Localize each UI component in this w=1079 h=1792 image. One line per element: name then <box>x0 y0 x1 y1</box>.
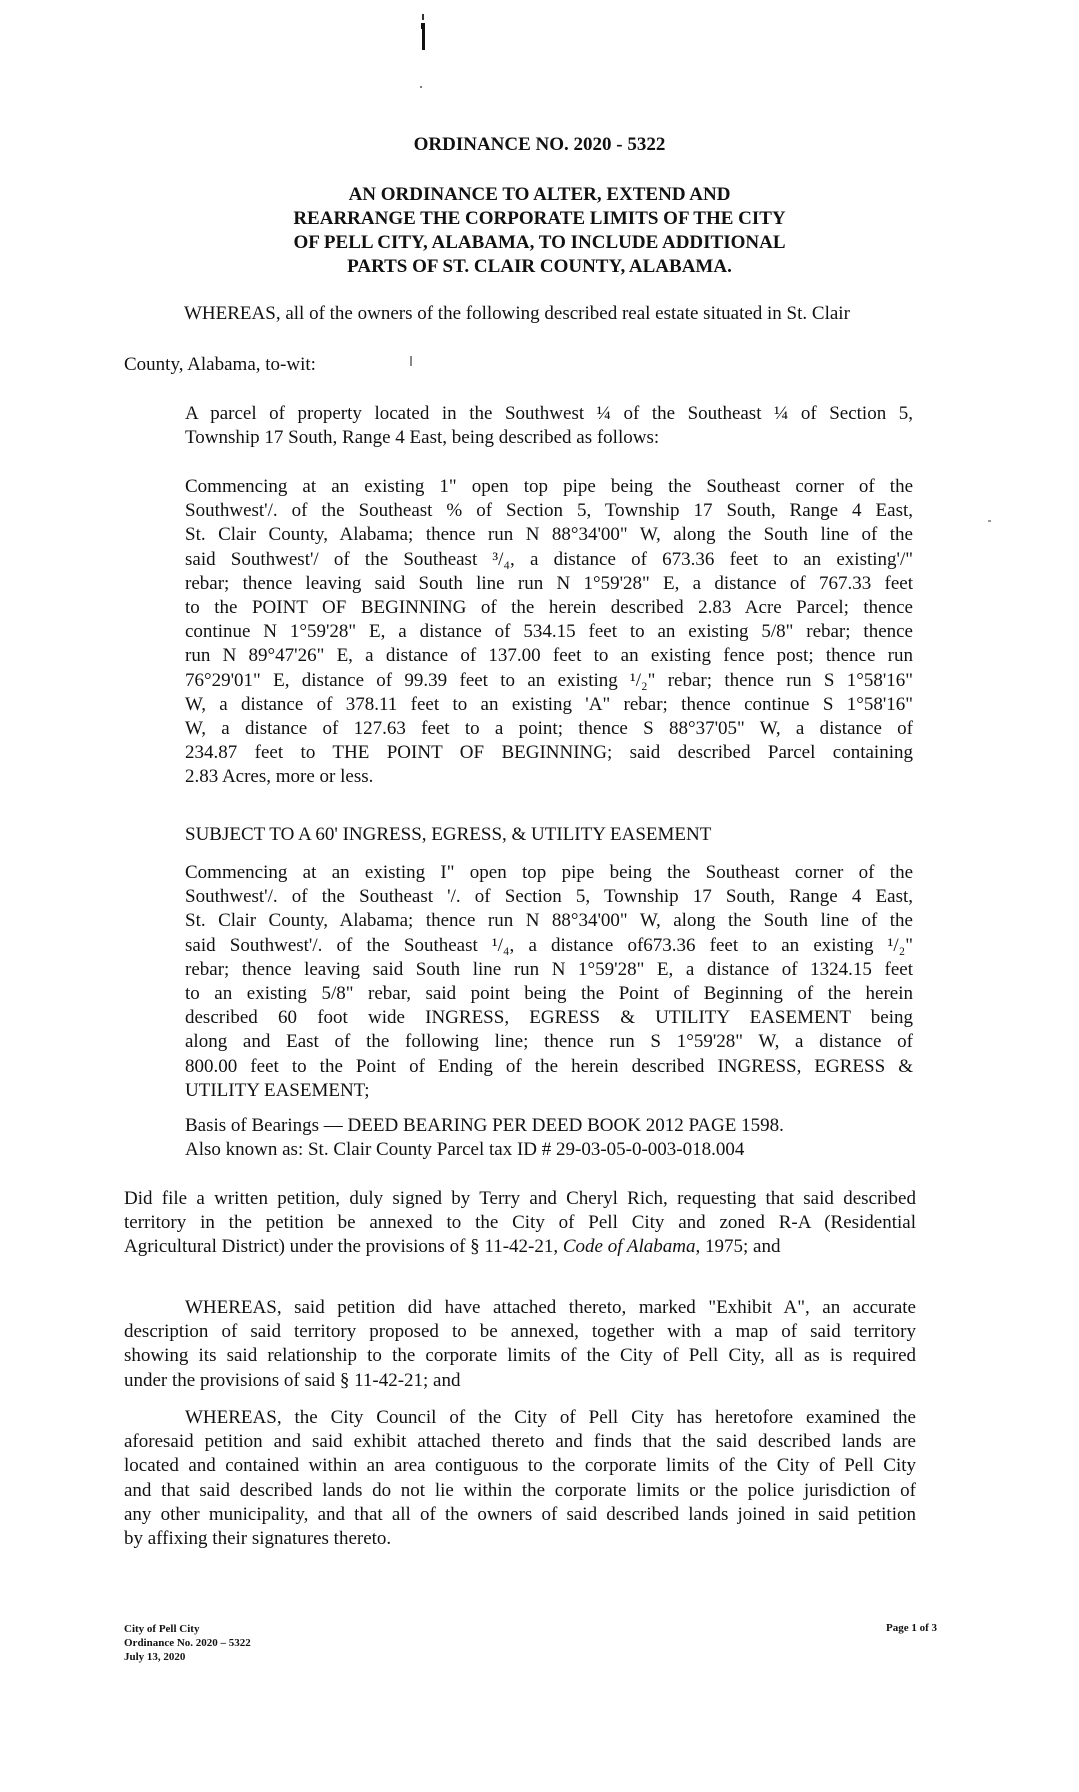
footer-ordinance: Ordinance No. 2020 – 5322 <box>124 1637 251 1649</box>
text-line: WHEREAS, the City Council of the City of Pell City has heretofore examined the <box>185 1407 916 1428</box>
county-line: County, Alabama, to-wit: <box>124 354 316 375</box>
petition-text: Agricultural District) under the provisions of § 11-42-21, <box>124 1236 563 1258</box>
text-line: rebar; thence leaving said South line run N 1°59'28" E, a distance of 767.33 feet <box>185 572 913 594</box>
text-line: Also known as: St. Clair County Parcel tax ID # 29-03-05-0-003-018.004 <box>185 1139 745 1161</box>
text-line: St. Clair County, Alabama; thence run N 88°34'00" W, along the South line of the <box>185 910 913 932</box>
ordinance-heading <box>0 183 1079 279</box>
text-line: UTILITY EASEMENT; <box>185 1079 370 1101</box>
footer-city: City of Pell City <box>124 1623 200 1635</box>
easement-heading: SUBJECT TO A 60' INGRESS, EGRESS, & UTILITY EASEMENT <box>185 824 712 845</box>
text-line: Basis of Bearings — DEED BEARING PER DEED BOOK 2012 PAGE 1598. <box>185 1115 784 1136</box>
parcel-description <box>185 475 913 790</box>
text-line: description of said territory proposed to be annexed, together with a map of said territory <box>124 1321 916 1343</box>
text-line: W, a distance of 378.11 feet to an existing 'A" rebar; thence continue S 1°58'16" <box>185 693 913 715</box>
text-line: and that said described lands do not lie within the corporate limits or the police jurisdiction of <box>124 1479 916 1501</box>
text-line: said Southwest'/ of the Southeast ³/₄, a distance of 673.36 feet to an existing'/" <box>185 548 913 570</box>
scan-mark-icon <box>420 14 426 50</box>
text-line: by affixing their signatures thereto. <box>124 1528 392 1550</box>
text-line: 2.83 Acres, more or less. <box>185 766 374 788</box>
text-line: Commencing at an existing 1" open top pipe being the Southeast corner of the <box>185 476 913 497</box>
whereas-exhibit-paragraph <box>124 1296 916 1393</box>
whereas-intro: WHEREAS, all of the owners of the following described real estate situated in St. Clair <box>184 303 850 324</box>
text-line: to the POINT OF BEGINNING of the herein described 2.83 Acre Parcel; thence <box>185 597 913 619</box>
text-line <box>124 1235 916 1259</box>
footer-info <box>124 1622 251 1664</box>
petition-end: , 1975; and <box>695 1236 781 1258</box>
scan-speck <box>420 86 422 88</box>
text-line: W, a distance of 127.63 feet to a point; thence S 88°37'05" W, a distance of <box>185 718 913 740</box>
text-line: 76°29'01" E, distance of 99.39 feet to an existing ¹/₂" rebar; thence run S 1°58'16" <box>185 669 913 691</box>
text-line: said Southwest'/. of the Southeast ¹/₄, a distance of673.36 feet to an existing ¹/₂" <box>185 934 913 956</box>
text-line: WHEREAS, said petition did have attached thereto, marked "Exhibit A", an accurate <box>185 1297 916 1318</box>
text-line: run N 89°47'26" E, a distance of 137.00 feet to an existing fence post; thence run <box>185 645 913 667</box>
text-line: showing its said relationship to the corporate limits of the City of Pell City, all as is required <box>124 1345 916 1367</box>
heading-line: OF PELL CITY, ALABAMA, TO INCLUDE ADDITIONAL <box>293 232 786 253</box>
text-line: located and contained within an area contiguous to the corporate limits of the City of Pell City <box>124 1455 916 1477</box>
scan-speck <box>988 520 991 522</box>
text-line: A parcel of property located in the Southwest ¼ of the Southeast ¼ of Section 5, <box>185 403 913 424</box>
parcel-intro <box>185 402 913 450</box>
text-line: Commencing at an existing I" open top pipe being the Southeast corner of the <box>185 862 913 883</box>
text-line: continue N 1°59'28" E, a distance of 534.15 feet to an existing 5/8" rebar; thence <box>185 621 913 643</box>
heading-line: PARTS OF ST. CLAIR COUNTY, ALABAMA. <box>347 256 732 277</box>
text-line: St. Clair County, Alabama; thence run N 88°34'00" W, along the South line of the <box>185 524 913 546</box>
basis-of-bearings <box>185 1114 913 1162</box>
whereas-council-paragraph <box>124 1406 916 1551</box>
text-line: Southwest'/. of the Southeast '/. of Section 5, Township 17 South, Range 4 East, <box>185 886 913 908</box>
petition-paragraph <box>124 1187 916 1260</box>
text-line: described 60 foot wide INGRESS, EGRESS & UTILITY EASEMENT being <box>185 1007 913 1029</box>
text-line: Township 17 South, Range 4 East, being described as follows: <box>185 427 660 449</box>
text-line: any other municipality, and that all of the owners of said described lands joined in said petition <box>124 1503 916 1525</box>
text-line: under the provisions of said § 11-42-21; and <box>124 1369 461 1391</box>
text-line: Did file a written petition, duly signed by Terry and Cheryl Rich, requesting that said described <box>124 1188 916 1209</box>
page-number: Page 1 of 3 <box>886 1622 938 1634</box>
text-line: along and East of the following line; thence run S 1°59'28" W, a distance of <box>185 1031 913 1053</box>
scan-speck <box>410 356 412 366</box>
text-line: rebar; thence leaving said South line run N 1°59'28" E, a distance of 1324.15 feet <box>185 958 913 980</box>
text-line: 800.00 feet to the Point of Ending of the herein described INGRESS, EGRESS & <box>185 1055 913 1077</box>
footer-date: July 13, 2020 <box>124 1651 186 1663</box>
ordinance-title: ORDINANCE NO. 2020 - 5322 <box>413 134 666 155</box>
text-line: to an existing 5/8" rebar, said point being the Point of Beginning of the herein <box>185 983 913 1005</box>
text-line: aforesaid petition and said exhibit attached thereto and finds that the said described lands are <box>124 1431 916 1453</box>
text-line: Southwest'/. of the Southeast % of Section 5, Township 17 South, Range 4 East, <box>185 500 913 522</box>
text-line: 234.87 feet to THE POINT OF BEGINNING; said described Parcel containing <box>185 742 913 764</box>
text-line: territory in the petition be annexed to the City of Pell City and zoned R-A (Residential <box>124 1212 916 1234</box>
heading-line: AN ORDINANCE TO ALTER, EXTEND AND <box>348 184 731 205</box>
code-citation: Code of Alabama <box>562 1236 696 1258</box>
heading-line: REARRANGE THE CORPORATE LIMITS OF THE CITY <box>293 208 786 229</box>
easement-description <box>185 861 913 1103</box>
